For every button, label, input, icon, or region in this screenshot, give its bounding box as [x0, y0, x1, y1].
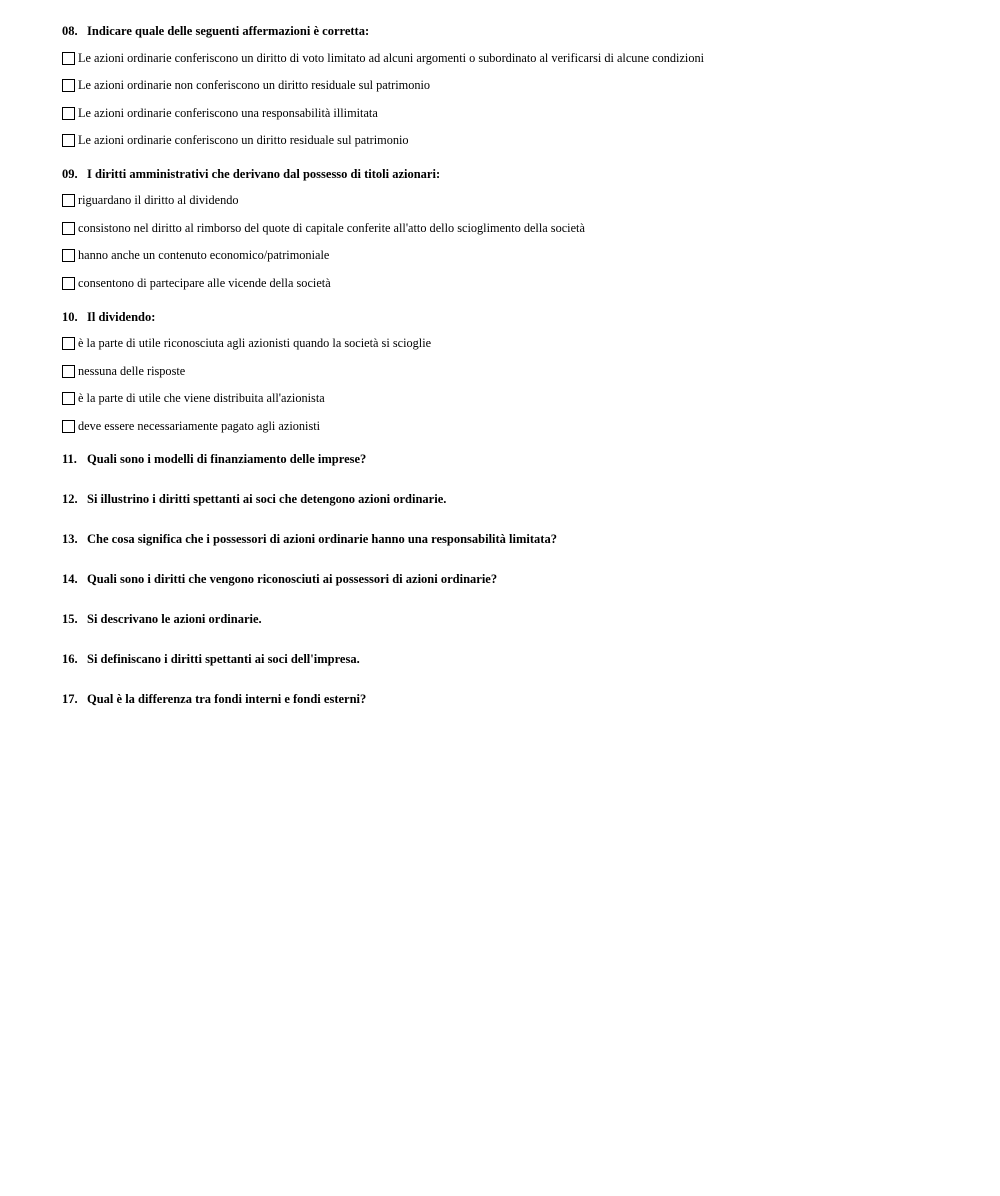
answer-option[interactable]	[62, 131, 982, 151]
answer-option[interactable]	[62, 218, 982, 238]
question-text: Che cosa significa che i possessori di azioni ordinarie hanno una responsabilità limitata?	[87, 532, 557, 547]
quiz-page	[62, 22, 982, 730]
question-text: Il dividendo:	[87, 309, 156, 324]
question-14	[62, 570, 982, 588]
answer-checkbox[interactable]	[62, 79, 75, 92]
question-title	[62, 490, 982, 508]
question-title	[62, 690, 982, 708]
question-number: 09.	[62, 166, 78, 181]
question-12	[62, 490, 982, 508]
answer-text: Le azioni ordinarie conferiscono un diritto residuale sul patrimonio	[78, 133, 409, 148]
question-number: 11.	[62, 452, 77, 467]
answer-text: è la parte di utile riconosciuta agli azionisti quando la società si scioglie	[78, 336, 432, 351]
question-title	[62, 22, 982, 40]
question-number: 14.	[62, 572, 78, 587]
question-text: Quali sono i diritti che vengono riconosciuti ai possessori di azioni ordinarie?	[87, 572, 498, 587]
question-text: Si definiscano i diritti spettanti ai soci dell'impresa.	[87, 652, 360, 667]
answer-option[interactable]	[62, 416, 982, 436]
answer-checkbox[interactable]	[62, 420, 75, 433]
question-number: 15.	[62, 612, 78, 627]
question-16	[62, 650, 982, 668]
answer-checkbox[interactable]	[62, 194, 75, 207]
answer-checkbox[interactable]	[62, 52, 75, 65]
answer-text: consentono di partecipare alle vicende della società	[78, 276, 331, 291]
answer-text: è la parte di utile che viene distribuita all'azionista	[78, 391, 325, 406]
answer-option[interactable]	[62, 76, 982, 96]
answer-text: consistono nel diritto al rimborso del quote di capitale conferite all'atto dello scioglimento della società	[78, 220, 585, 235]
question-text: Quali sono i modelli di finanziamento delle imprese?	[87, 452, 367, 467]
question-09	[62, 165, 982, 294]
answer-text: hanno anche un contenuto economico/patrimoniale	[78, 248, 330, 263]
answer-option[interactable]	[62, 361, 982, 381]
answer-checkbox[interactable]	[62, 134, 75, 147]
answer-checkbox[interactable]	[62, 392, 75, 405]
answer-checkbox[interactable]	[62, 107, 75, 120]
question-13	[62, 530, 982, 548]
question-title	[62, 610, 982, 628]
question-title	[62, 570, 982, 588]
question-11	[62, 450, 982, 468]
answer-text: nessuna delle risposte	[78, 363, 186, 378]
question-15	[62, 610, 982, 628]
answer-option[interactable]	[62, 334, 982, 354]
answer-checkbox[interactable]	[62, 365, 75, 378]
answer-text: Le azioni ordinarie conferiscono un diritto di voto limitato ad alcuni argomenti o subordinato al verificarsi di alcune condizioni	[78, 50, 705, 65]
question-text: Si illustrino i diritti spettanti ai soci che detengono azioni ordinarie.	[87, 492, 447, 507]
question-title	[62, 308, 982, 326]
answer-checkbox[interactable]	[62, 249, 75, 262]
question-number: 08.	[62, 24, 78, 38]
answer-text: Le azioni ordinarie non conferiscono un diritto residuale sul patrimonio	[78, 78, 431, 93]
answer-checkbox[interactable]	[62, 277, 75, 290]
answer-option[interactable]	[62, 48, 982, 68]
answer-text: riguardano il diritto al dividendo	[78, 193, 239, 208]
question-text: I diritti amministrativi che derivano dal possesso di titoli azionari:	[87, 166, 441, 181]
question-text: Indicare quale delle seguenti affermazioni è corretta:	[87, 24, 370, 38]
question-08	[62, 22, 982, 151]
answer-option[interactable]	[62, 191, 982, 211]
answer-option[interactable]	[62, 246, 982, 266]
question-number: 16.	[62, 652, 78, 667]
question-text: Qual è la differenza tra fondi interni e fondi esterni?	[87, 692, 367, 707]
answer-checkbox[interactable]	[62, 222, 75, 235]
answer-text: Le azioni ordinarie conferiscono una responsabilità illimitata	[78, 105, 378, 120]
question-title	[62, 650, 982, 668]
question-number: 12.	[62, 492, 78, 507]
question-17	[62, 690, 982, 708]
question-title	[62, 530, 982, 548]
question-text: Si descrivano le azioni ordinarie.	[87, 612, 262, 627]
question-number: 17.	[62, 692, 78, 707]
question-10	[62, 308, 982, 437]
answer-text: deve essere necessariamente pagato agli azionisti	[78, 418, 321, 433]
answer-option[interactable]	[62, 274, 982, 294]
answer-option[interactable]	[62, 103, 982, 123]
question-title	[62, 165, 982, 183]
question-number: 13.	[62, 532, 78, 547]
answer-option[interactable]	[62, 389, 982, 409]
answer-checkbox[interactable]	[62, 337, 75, 350]
question-number: 10.	[62, 309, 78, 324]
question-title	[62, 450, 982, 468]
